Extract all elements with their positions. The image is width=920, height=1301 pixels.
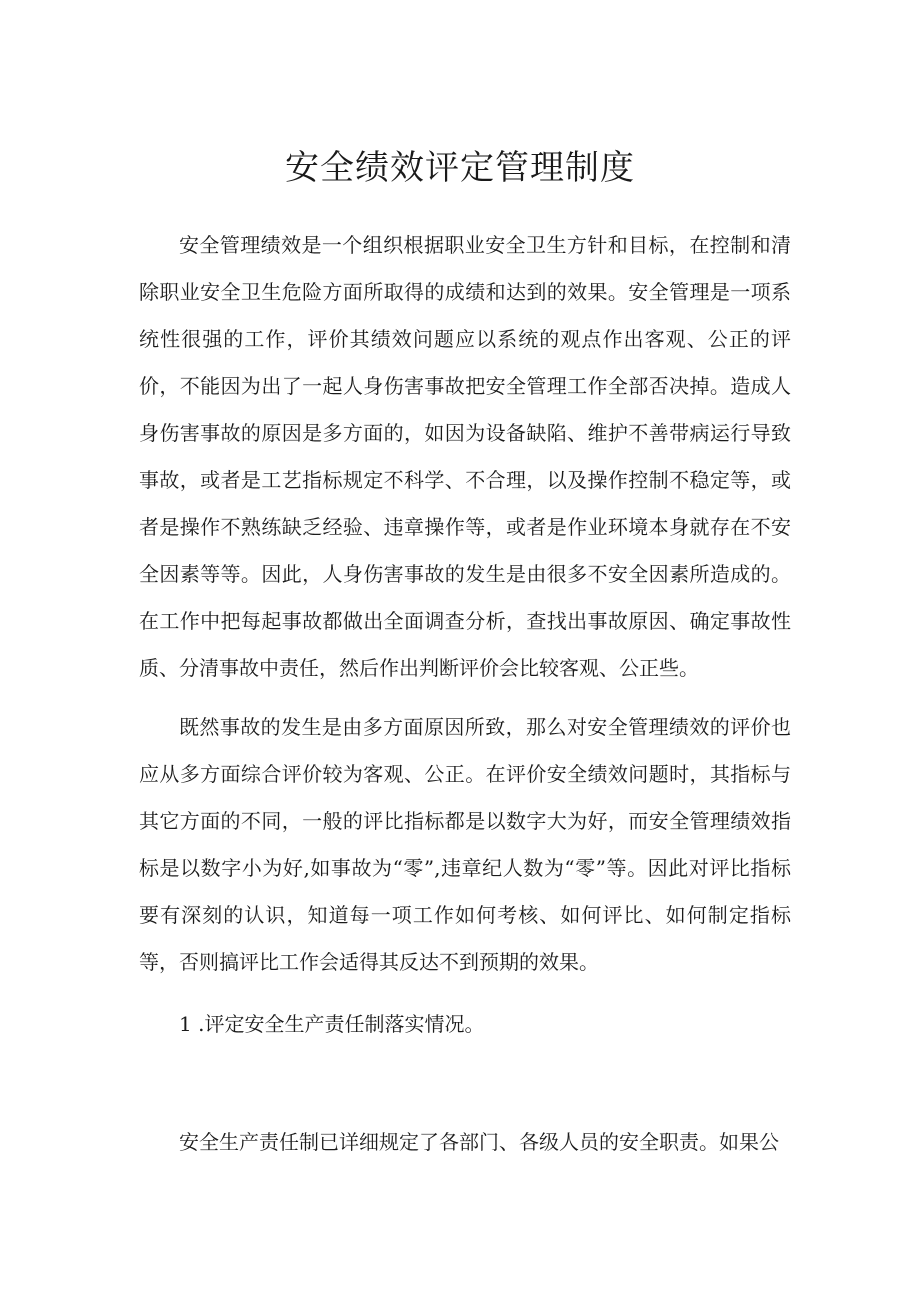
document-title: 安全绩效评定管理制度 xyxy=(285,148,635,188)
paragraph-evaluation-principles: 既然事故的发生是由多方面原因所致，那么对安全管理绩效的评价也应从多方面综合评价较为客观、公正。在评价安全绩效问题时，其指标与其它方面的不同，一般的评比指标都是以数字大为好，而安全管理绩效指标是以数字小为好,如事故为“零”,违章纪人数为“零”等。因此对评比指标要有深刻的认识，知道每一项工作如何考核、如何评比、如何制定指标等，否则搞评比工作会适得其反达不到预期的效果。 xyxy=(139,715,791,974)
paragraph-responsibility-system: 安全生产责任制已详细规定了各部门、各级人员的安全职责。如果公 xyxy=(179,1130,779,1154)
section-heading-responsibility: 1 .评定安全生产责任制落实情况。 xyxy=(179,1012,485,1036)
paragraph-performance-definition: 安全管理绩效是一个组织根据职业安全卫生方针和目标，在控制和清除职业安全卫生危险方面所取得的成绩和达到的效果。安全管理是一项系统性很强的工作，评价其绩效问题应以系统的观点作出客观、公正的评价，不能因为出了一起人身伤害事故把安全管理工作全部否决掉。造成人身伤害事故的原因是多方面的，如因为设备缺陷、维护不善带病运行导致事故，或者是工艺指标规定不科学、不合理，以及操作控制不稳定等，或者是操作不熟练缺乏经验、违章操作等，或者是作业环境本身就存在不安全因素等等。因此，人身伤害事故的发生是由很多不安全因素所造成的。在工作中把每起事故都做出全面调查分析，查找出事故原因、确定事故性质、分清事故中责任，然后作出判断评价会比较客观、公正些。 xyxy=(139,233,791,680)
